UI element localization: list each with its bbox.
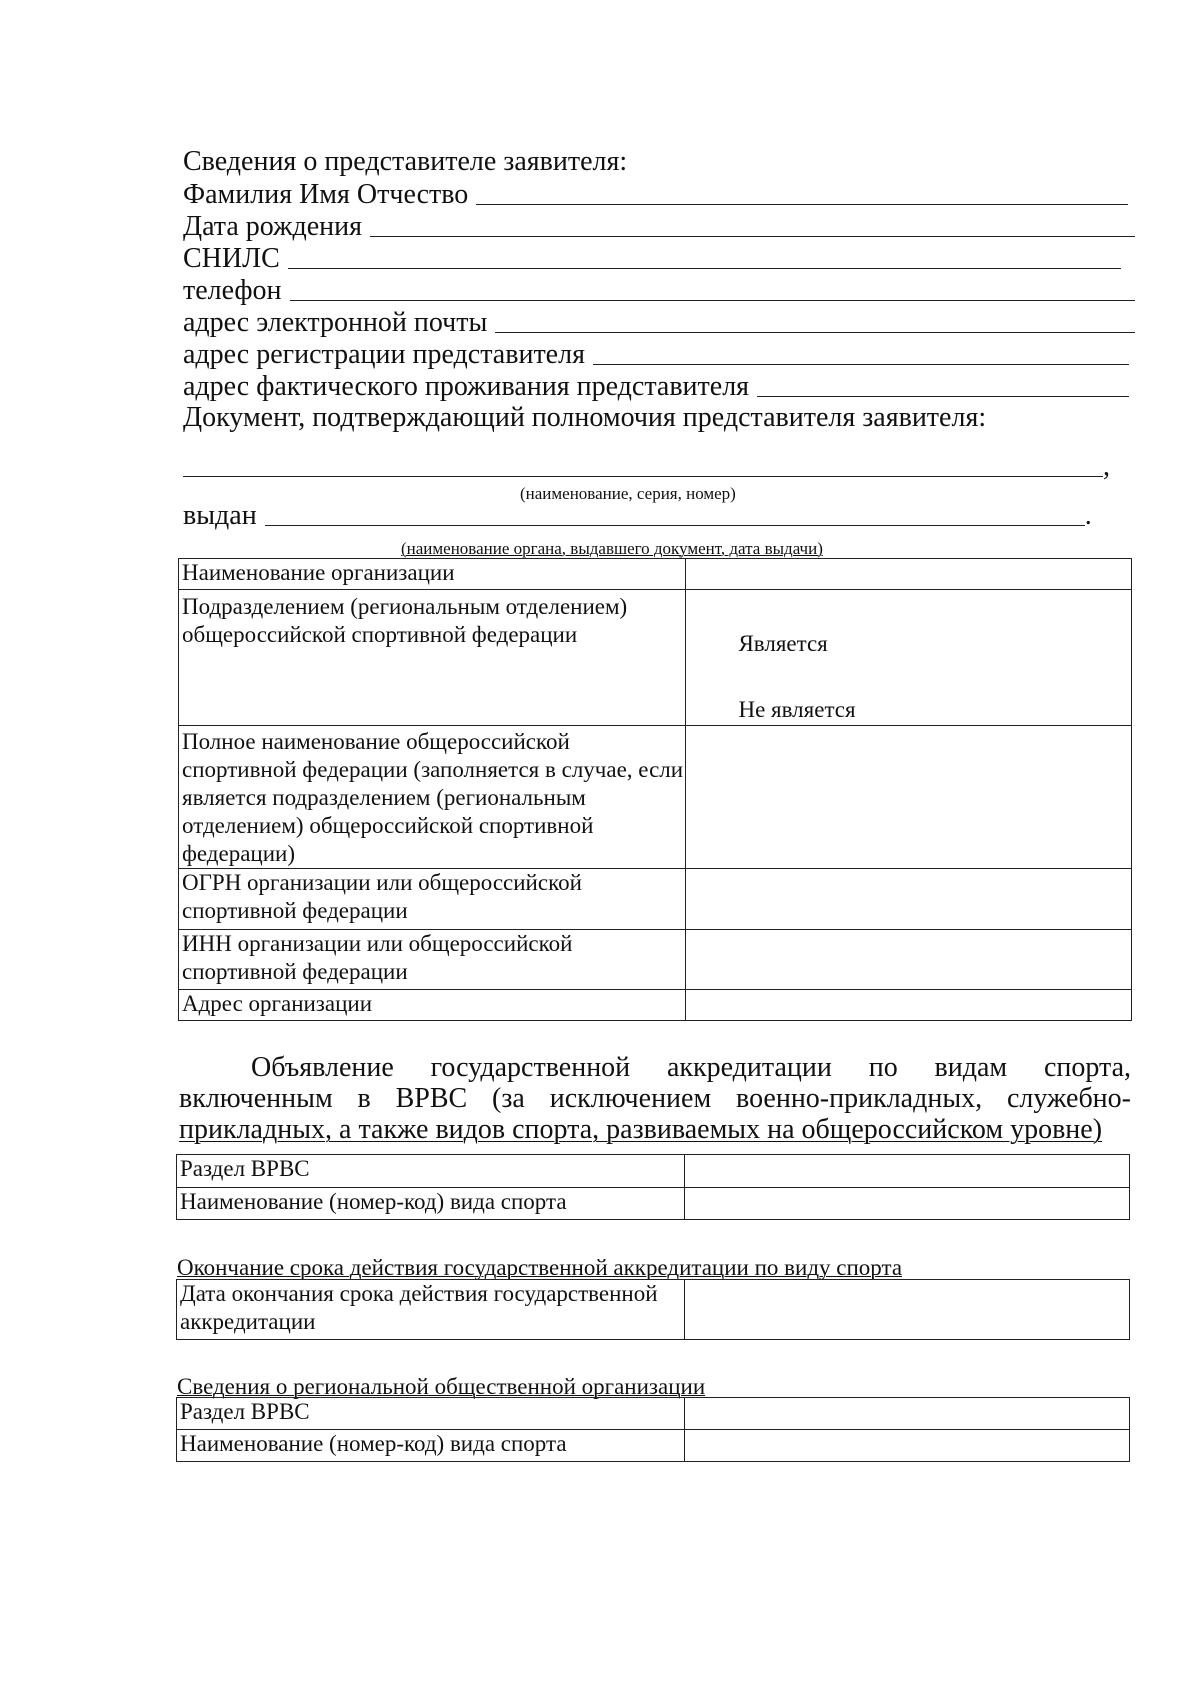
document-caption: (наименование, серия, номер) xyxy=(520,484,736,503)
regional-section-value[interactable] xyxy=(684,1398,1129,1430)
table-row xyxy=(179,869,1132,930)
address-label: Адрес организации xyxy=(179,990,686,1021)
expiry-date-label: Дата окончания срока действия государственной аккредитации xyxy=(177,1280,685,1340)
table-row xyxy=(179,930,1132,990)
federation-name-value[interactable] xyxy=(686,726,1132,869)
field-label: адрес регистрации представителя xyxy=(183,339,585,370)
field-label: адрес электронной почты xyxy=(183,307,488,338)
regional-title: Сведения о региональной общественной организации xyxy=(177,1374,706,1399)
fill-line[interactable] xyxy=(288,244,1121,269)
field-label: СНИЛС xyxy=(183,243,280,274)
regional-sport-value[interactable] xyxy=(684,1430,1129,1462)
representative-section xyxy=(183,146,1133,436)
document-name-field[interactable] xyxy=(183,452,1110,482)
document-heading: Документ, подтверждающий полномочия представителя заявителя: xyxy=(183,402,987,433)
snils-field[interactable] xyxy=(183,242,1121,274)
fill-line[interactable] xyxy=(183,452,1103,477)
actual-address-field[interactable] xyxy=(183,370,1129,402)
full-name-field[interactable] xyxy=(183,178,1128,210)
table-row xyxy=(179,726,1132,869)
fill-line[interactable] xyxy=(476,180,1128,205)
announcement-line-3: прикладных, а также видов спорта, развиваемых на общероссийском уровне) xyxy=(179,1114,1103,1145)
table-row xyxy=(179,990,1132,1021)
fill-line[interactable] xyxy=(370,212,1135,237)
table-row xyxy=(177,1398,1130,1430)
inn-label: ИНН организации или общероссийской спортивной федерации xyxy=(179,930,686,990)
org-name-value[interactable] xyxy=(686,559,1132,590)
option-is-not[interactable]: Не является xyxy=(738,697,856,722)
subdivision-options xyxy=(686,590,1132,726)
address-value[interactable] xyxy=(686,990,1132,1021)
fill-line[interactable] xyxy=(495,308,1135,333)
expiry-table xyxy=(176,1279,1130,1340)
announcement-line-1: Объявление государственной аккредитации по видам спорта, xyxy=(251,1052,1131,1083)
expiry-date-value[interactable] xyxy=(684,1280,1129,1340)
line-end-period: . xyxy=(1084,500,1092,531)
org-name-label: Наименование организации xyxy=(179,559,686,590)
representative-heading: Сведения о представителе заявителя: xyxy=(183,146,628,177)
table-row xyxy=(177,1280,1130,1340)
line-end-comma: , xyxy=(1103,451,1110,482)
sport-name-value[interactable] xyxy=(684,1188,1129,1220)
table-row xyxy=(177,1430,1130,1462)
federation-name-label: Полное наименование общероссийской спортивной федерации (заполняется в случае, если является подразделением (региональным отделением) общероссийской спортивной федерации) xyxy=(179,726,686,869)
table-row xyxy=(179,559,1132,590)
sport-name-label: Наименование (номер-код) вида спорта xyxy=(177,1188,685,1220)
table-row xyxy=(177,1188,1130,1220)
fill-line[interactable] xyxy=(290,276,1135,301)
fill-line[interactable] xyxy=(265,501,1085,526)
issued-by-field[interactable] xyxy=(183,501,1092,531)
ogrn-label: ОГРН организации или общероссийской спортивной федерации xyxy=(179,869,686,930)
expiry-title: Окончание срока действия государственной аккредитации по виду спорта xyxy=(177,1255,903,1280)
ogrn-value[interactable] xyxy=(686,869,1132,930)
registration-address-field[interactable] xyxy=(183,338,1129,370)
issued-label: выдан xyxy=(183,500,257,531)
field-label: адрес фактического проживания представителя xyxy=(183,371,750,402)
vrvs-section-value[interactable] xyxy=(684,1155,1129,1188)
issued-caption: (наименование органа, выдавшего документ, дата выдачи) xyxy=(401,539,823,558)
announcement-paragraph xyxy=(179,1052,1131,1145)
announcement-line-2: включенным в ВРВС (за исключением военно-прикладных, служебно- xyxy=(179,1083,1131,1114)
email-field[interactable] xyxy=(183,306,1135,338)
organization-table xyxy=(178,558,1132,1021)
subdivision-label: Подразделением (региональным отделением) общероссийской спортивной федерации xyxy=(179,590,686,726)
fill-line[interactable] xyxy=(593,340,1129,365)
fill-line[interactable] xyxy=(757,372,1129,397)
regional-table xyxy=(176,1397,1130,1462)
vrvs-table xyxy=(176,1154,1130,1220)
option-is[interactable]: Является xyxy=(738,631,828,656)
field-label: телефон xyxy=(183,275,282,306)
inn-value[interactable] xyxy=(686,930,1132,990)
table-row xyxy=(179,590,1132,726)
regional-sport-label: Наименование (номер-код) вида спорта xyxy=(177,1430,685,1462)
vrvs-section-label: Раздел ВРВС xyxy=(177,1155,685,1188)
field-label: Фамилия Имя Отчество xyxy=(183,179,469,210)
birth-date-field[interactable] xyxy=(183,210,1135,242)
phone-field[interactable] xyxy=(183,274,1135,306)
table-row xyxy=(177,1155,1130,1188)
field-label: Дата рождения xyxy=(183,211,362,242)
regional-section-label: Раздел ВРВС xyxy=(177,1398,685,1430)
